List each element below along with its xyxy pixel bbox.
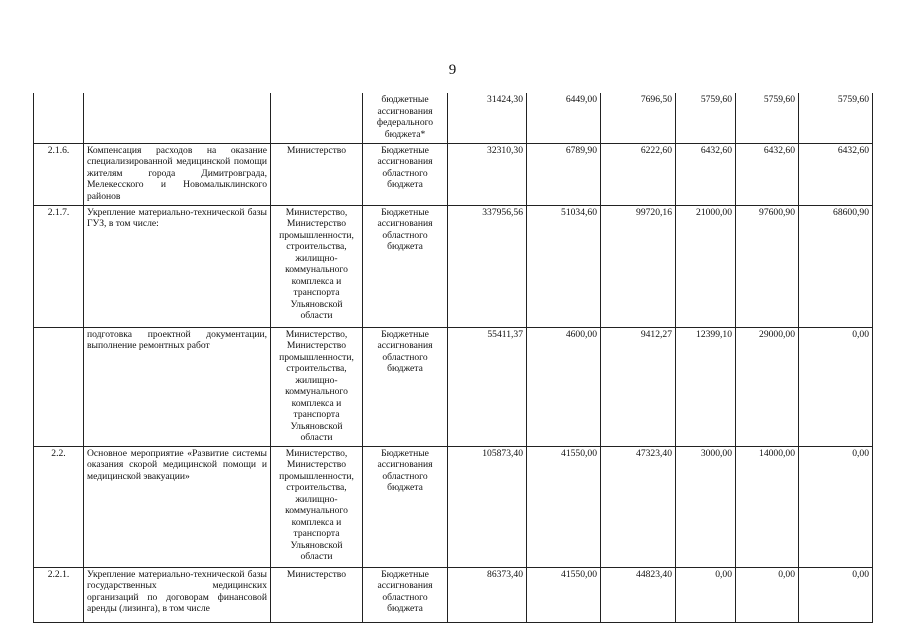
table-row (34, 327, 873, 446)
row-executor: Министерство (271, 143, 363, 205)
row-executor (271, 93, 363, 143)
row-source: Бюджетные ассигнования областного бюджета (363, 327, 448, 446)
row-value-year: 0,00 (736, 567, 799, 622)
row-value-year: 14000,00 (736, 446, 799, 567)
row-number (34, 327, 84, 446)
table-row (34, 143, 873, 205)
row-executor: Министерство, Министерство промышленности, строительства, жилищно-коммунального комплекса и транспорта Ульяновской области (271, 446, 363, 567)
row-number: 2.1.7. (34, 205, 84, 327)
row-value-year: 0,00 (676, 567, 736, 622)
row-value-year: 47323,40 (601, 446, 676, 567)
row-value-year: 99720,16 (601, 205, 676, 327)
row-value-year: 9412,27 (601, 327, 676, 446)
row-value-year: 6449,00 (527, 93, 601, 143)
row-value-year: 6222,60 (601, 143, 676, 205)
row-value-year: 6432,60 (799, 143, 873, 205)
row-value-year: 5759,60 (676, 93, 736, 143)
row-value-year: 29000,00 (736, 327, 799, 446)
row-value-year: 41550,00 (527, 567, 601, 622)
row-value-total: 31424,30 (448, 93, 527, 143)
row-value-year: 0,00 (799, 567, 873, 622)
table-row (34, 205, 873, 327)
row-value-year: 44823,40 (601, 567, 676, 622)
row-value-year: 5759,60 (736, 93, 799, 143)
row-name: Укрепление материально-технической базы ГУЗ, в том числе: (84, 205, 271, 327)
row-value-year: 68600,90 (799, 205, 873, 327)
row-value-year: 41550,00 (527, 446, 601, 567)
row-executor: Министерство, Министерство промышленности, строительства, жилищно-коммунального комплекса и транспорта Ульяновской области (271, 327, 363, 446)
row-source: Бюджетные ассигнования областного бюджета (363, 446, 448, 567)
row-value-year: 51034,60 (527, 205, 601, 327)
row-source: Бюджетные ассигнования областного бюджета (363, 205, 448, 327)
row-executor: Министерство (271, 567, 363, 622)
row-source: Бюджетные ассигнования областного бюджета (363, 567, 448, 622)
table-row (34, 567, 873, 622)
row-name: Основное мероприятие «Развитие системы оказания скорой медицинской помощи и медицинской эвакуации» (84, 446, 271, 567)
row-value-year: 0,00 (799, 446, 873, 567)
row-source: Бюджетные ассигнования областного бюджета (363, 143, 448, 205)
row-number (34, 93, 84, 143)
row-value-total: 86373,40 (448, 567, 527, 622)
row-executor: Министерство, Министерство промышленности, строительства, жилищно-коммунального комплекса и транспорта Ульяновской области (271, 205, 363, 327)
table-row (34, 93, 873, 143)
row-value-year: 97600,90 (736, 205, 799, 327)
row-name: Компенсация расходов на оказание специализированной медицинской помощи жителям города Димитровграда, Мелекесского и Новомалыклинского районов (84, 143, 271, 205)
row-value-year: 6432,60 (676, 143, 736, 205)
table-row (34, 446, 873, 567)
row-value-year: 6789,90 (527, 143, 601, 205)
row-number: 2.1.6. (34, 143, 84, 205)
budget-table (33, 93, 873, 623)
row-value-year: 7696,50 (601, 93, 676, 143)
row-value-year: 4600,00 (527, 327, 601, 446)
row-name: подготовка проектной документации, выполнение ремонтных работ (84, 327, 271, 446)
row-value-total: 32310,30 (448, 143, 527, 205)
row-source: бюджетные ассигнования федерального бюджета* (363, 93, 448, 143)
row-number: 2.2.1. (34, 567, 84, 622)
row-number: 2.2. (34, 446, 84, 567)
row-value-year: 5759,60 (799, 93, 873, 143)
row-value-total: 55411,37 (448, 327, 527, 446)
row-name (84, 93, 271, 143)
row-value-total: 105873,40 (448, 446, 527, 567)
row-value-total: 337956,56 (448, 205, 527, 327)
row-value-year: 12399,10 (676, 327, 736, 446)
row-name: Укрепление материально-технической базы государственных медицинских организаций по договорам финансовой аренды (лизинга), в том числе (84, 567, 271, 622)
page-number: 9 (448, 62, 457, 78)
row-value-year: 0,00 (799, 327, 873, 446)
row-value-year: 6432,60 (736, 143, 799, 205)
row-value-year: 3000,00 (676, 446, 736, 567)
row-value-year: 21000,00 (676, 205, 736, 327)
